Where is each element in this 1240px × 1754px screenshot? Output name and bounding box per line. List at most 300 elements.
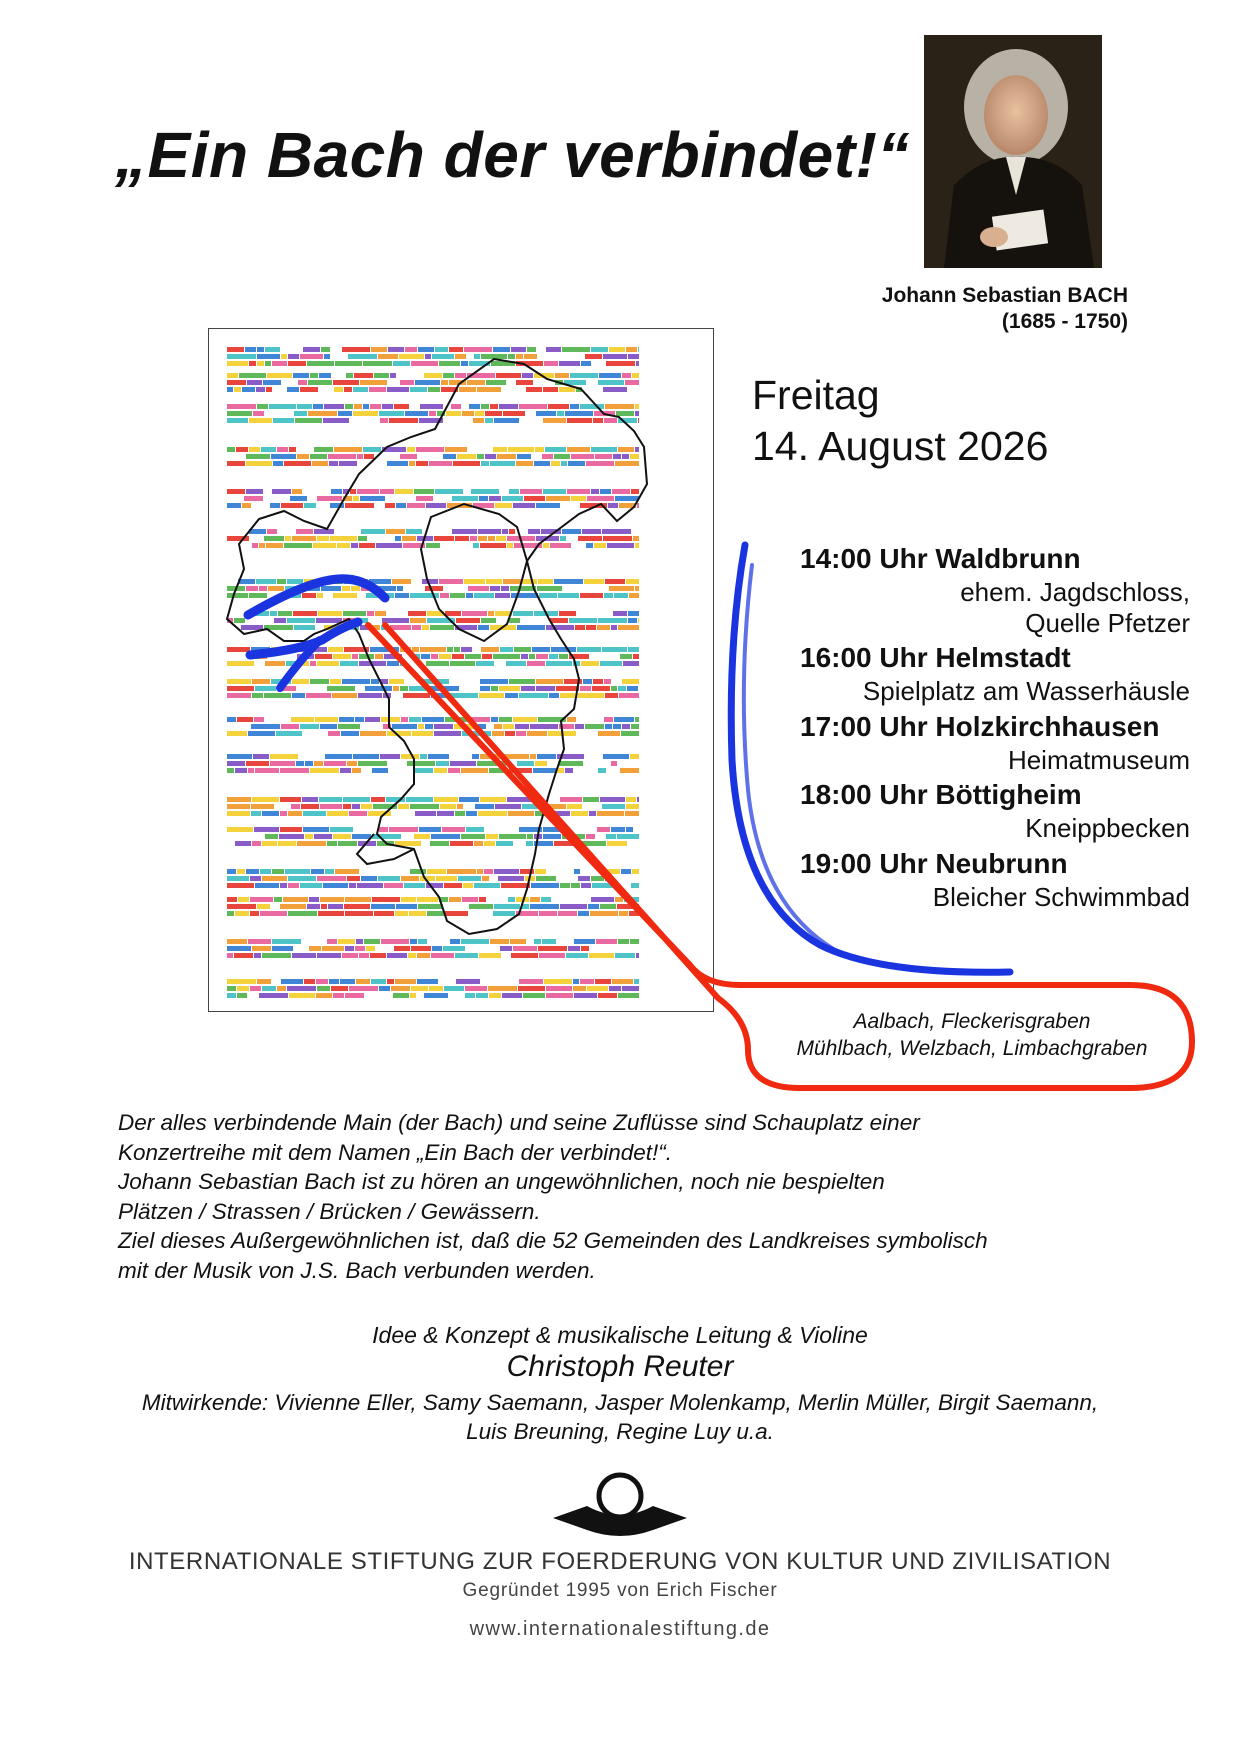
score-mark xyxy=(436,761,449,766)
score-mark xyxy=(567,804,582,809)
score-mark xyxy=(511,593,538,598)
score-mark xyxy=(469,404,480,409)
score-mark xyxy=(467,380,485,385)
score-mark xyxy=(300,724,319,729)
score-mark xyxy=(287,579,303,584)
score-mark xyxy=(277,686,296,691)
score-mark xyxy=(372,768,388,773)
score-mark xyxy=(284,461,311,466)
score-mark xyxy=(363,361,392,366)
score-mark xyxy=(268,586,284,591)
score-mark xyxy=(605,724,612,729)
score-mark xyxy=(400,647,411,652)
score-mark xyxy=(288,883,299,888)
schedule-time-holzkirchhausen: 17:00 Uhr Holzkirchhausen xyxy=(800,711,1160,742)
score-mark xyxy=(267,529,277,534)
score-mark xyxy=(227,979,256,984)
score-mark xyxy=(320,724,337,729)
score-mark xyxy=(496,536,506,541)
score-mark xyxy=(592,686,610,691)
score-mark xyxy=(490,586,500,591)
score-mark xyxy=(500,946,512,951)
score-mark xyxy=(434,768,447,773)
score-mark xyxy=(620,654,632,659)
score-mark xyxy=(392,579,411,584)
score-mark xyxy=(334,387,343,392)
score-mark xyxy=(528,529,540,534)
score-mark xyxy=(375,654,383,659)
score-mark xyxy=(455,953,478,958)
score-mark xyxy=(381,717,400,722)
score-mark xyxy=(571,496,586,501)
score-mark xyxy=(227,827,253,832)
score-mark xyxy=(559,361,580,366)
score-mark xyxy=(361,804,372,809)
score-mark xyxy=(628,354,639,359)
score-mark xyxy=(478,529,501,534)
score-mark xyxy=(317,876,346,881)
score-mark xyxy=(227,354,256,359)
score-mark xyxy=(440,804,456,809)
score-mark xyxy=(417,953,430,958)
score-mark xyxy=(252,946,271,951)
score-mark xyxy=(430,625,454,630)
score-mark xyxy=(249,593,267,598)
foundation-name: INTERNATIONALE STIFTUNG ZUR FOERDERUNG VON KULTUR UND ZIVILISATION xyxy=(128,1548,1112,1575)
score-mark xyxy=(585,354,602,359)
score-mark xyxy=(288,876,316,881)
score-mark xyxy=(272,946,293,951)
score-mark xyxy=(237,993,247,998)
score-mark xyxy=(420,647,446,652)
score-mark xyxy=(537,586,562,591)
score-mark xyxy=(489,496,501,501)
score-mark xyxy=(588,904,599,909)
score-mark xyxy=(353,387,368,392)
score-mark xyxy=(424,993,448,998)
score-mark xyxy=(373,586,396,591)
score-mark xyxy=(227,986,236,991)
score-mark xyxy=(330,679,341,684)
score-mark xyxy=(633,654,639,659)
score-mark xyxy=(521,654,528,659)
score-mark xyxy=(527,347,536,352)
score-mark xyxy=(291,717,314,722)
score-mark xyxy=(626,579,639,584)
score-mark xyxy=(465,993,475,998)
score-mark xyxy=(314,647,327,652)
score-mark xyxy=(567,447,590,452)
score-mark xyxy=(465,986,487,991)
score-mark xyxy=(393,686,399,691)
score-mark xyxy=(546,347,561,352)
score-mark xyxy=(248,768,254,773)
score-mark xyxy=(571,454,594,459)
score-mark xyxy=(565,768,573,773)
score-mark xyxy=(324,354,330,359)
score-mark xyxy=(511,953,538,958)
score-mark xyxy=(227,387,233,392)
score-mark xyxy=(600,661,622,666)
score-mark xyxy=(449,897,461,902)
score-mark xyxy=(288,911,317,916)
score-mark xyxy=(484,869,493,874)
score-mark xyxy=(314,761,323,766)
score-mark xyxy=(360,625,371,630)
score-mark xyxy=(568,946,580,951)
score-mark xyxy=(330,827,353,832)
score-mark xyxy=(276,731,302,736)
score-mark xyxy=(405,411,428,416)
score-mark xyxy=(502,496,523,501)
score-mark xyxy=(513,717,537,722)
score-mark xyxy=(272,869,284,874)
score-mark xyxy=(608,503,618,508)
score-mark xyxy=(455,373,466,378)
score-mark xyxy=(352,768,361,773)
score-mark xyxy=(506,661,526,666)
score-mark xyxy=(445,911,468,916)
score-mark xyxy=(481,618,496,623)
score-mark xyxy=(318,611,342,616)
score-mark xyxy=(252,611,269,616)
score-mark xyxy=(582,529,601,534)
score-mark xyxy=(411,654,420,659)
score-mark xyxy=(477,761,506,766)
score-mark xyxy=(567,717,576,722)
score-mark xyxy=(259,543,265,548)
score-mark xyxy=(490,939,509,944)
score-mark xyxy=(575,625,585,630)
score-mark xyxy=(394,404,409,409)
score-mark xyxy=(259,586,267,591)
score-mark xyxy=(597,625,610,630)
score-mark xyxy=(351,586,360,591)
score-mark xyxy=(265,661,285,666)
score-mark xyxy=(551,647,576,652)
score-mark xyxy=(546,986,572,991)
score-mark xyxy=(305,834,313,839)
composer-name: Johann Sebastian BACH xyxy=(881,284,1128,307)
score-mark xyxy=(321,347,330,352)
score-mark xyxy=(227,593,248,598)
score-mark xyxy=(387,953,407,958)
score-mark xyxy=(635,543,639,548)
score-mark xyxy=(316,618,342,623)
score-mark xyxy=(478,811,507,816)
score-mark xyxy=(466,827,484,832)
score-mark xyxy=(310,454,327,459)
score-mark xyxy=(257,347,264,352)
score-mark xyxy=(450,841,473,846)
score-mark xyxy=(227,904,256,909)
score-mark xyxy=(605,693,618,698)
score-mark xyxy=(249,447,260,452)
score-mark xyxy=(346,373,353,378)
score-mark xyxy=(429,461,452,466)
score-mark xyxy=(310,661,316,666)
score-mark xyxy=(477,454,484,459)
score-mark xyxy=(227,953,233,958)
score-mark xyxy=(357,883,383,888)
score-mark xyxy=(410,993,416,998)
score-mark xyxy=(305,761,313,766)
score-mark xyxy=(474,593,494,598)
score-mark xyxy=(618,447,634,452)
score-mark xyxy=(539,911,557,916)
score-mark xyxy=(339,717,354,722)
score-mark xyxy=(494,869,519,874)
score-mark xyxy=(452,654,464,659)
score-mark xyxy=(454,724,477,729)
score-mark xyxy=(484,841,495,846)
score-mark xyxy=(622,724,630,729)
score-mark xyxy=(360,618,368,623)
score-mark xyxy=(566,953,588,958)
score-mark xyxy=(333,834,351,839)
score-mark xyxy=(493,654,520,659)
score-mark xyxy=(430,841,449,846)
score-mark xyxy=(393,361,410,366)
score-mark xyxy=(253,411,264,416)
score-mark xyxy=(273,461,283,466)
streams-callout xyxy=(748,1008,1196,1100)
score-mark xyxy=(543,827,569,832)
score-mark xyxy=(270,611,277,616)
score-mark xyxy=(227,876,249,881)
score-mark xyxy=(544,361,558,366)
score-mark xyxy=(340,768,351,773)
score-mark xyxy=(318,911,344,916)
score-mark xyxy=(227,411,252,416)
score-mark xyxy=(432,354,454,359)
score-mark xyxy=(542,939,556,944)
score-mark xyxy=(611,827,625,832)
score-mark xyxy=(619,693,639,698)
score-mark xyxy=(480,797,506,802)
score-mark xyxy=(596,939,617,944)
score-mark xyxy=(465,654,481,659)
score-mark xyxy=(308,380,332,385)
streams-line-2: Mühlbach, Welzbach, Limbachgraben xyxy=(796,1037,1148,1060)
score-mark xyxy=(400,380,414,385)
score-mark xyxy=(480,686,490,691)
score-mark xyxy=(354,373,373,378)
score-mark xyxy=(379,411,404,416)
score-mark xyxy=(342,586,350,591)
score-mark xyxy=(387,979,394,984)
score-mark xyxy=(615,953,635,958)
score-mark xyxy=(631,883,639,888)
score-mark xyxy=(478,724,486,729)
score-mark xyxy=(317,986,330,991)
score-mark xyxy=(581,946,589,951)
score-mark xyxy=(283,897,308,902)
score-mark xyxy=(586,543,593,548)
score-mark xyxy=(581,883,591,888)
score-mark xyxy=(297,404,312,409)
score-mark xyxy=(591,447,617,452)
score-mark xyxy=(501,883,530,888)
score-mark xyxy=(272,361,287,366)
description-line: Konzertreihe mit dem Namen „Ein Bach der verbindet!“. xyxy=(118,1139,672,1165)
score-mark xyxy=(464,579,485,584)
score-mark xyxy=(392,724,417,729)
score-mark xyxy=(583,797,599,802)
score-mark xyxy=(317,496,342,501)
score-mark xyxy=(535,811,547,816)
score-mark xyxy=(285,869,310,874)
score-mark xyxy=(618,993,639,998)
score-mark xyxy=(503,579,521,584)
score-mark xyxy=(324,761,346,766)
score-mark xyxy=(252,841,261,846)
score-mark xyxy=(629,911,639,916)
score-mark xyxy=(295,418,322,423)
score-mark xyxy=(401,897,416,902)
score-mark xyxy=(578,536,602,541)
score-mark xyxy=(560,536,566,541)
score-mark xyxy=(357,454,363,459)
score-mark xyxy=(410,387,427,392)
score-mark xyxy=(338,411,352,416)
score-mark xyxy=(638,347,639,352)
score-mark xyxy=(371,797,385,802)
score-mark xyxy=(604,593,613,598)
score-mark xyxy=(371,679,379,684)
score-mark xyxy=(508,354,515,359)
score-mark xyxy=(466,593,473,598)
score-mark xyxy=(396,904,417,909)
score-mark xyxy=(286,661,301,666)
score-mark xyxy=(310,373,318,378)
score-mark xyxy=(611,761,617,766)
score-mark xyxy=(328,454,356,459)
score-mark xyxy=(304,579,333,584)
score-mark xyxy=(363,447,381,452)
score-mark xyxy=(486,834,498,839)
score-mark xyxy=(611,686,617,691)
score-mark xyxy=(331,986,348,991)
score-mark xyxy=(614,593,628,598)
score-mark xyxy=(626,827,633,832)
score-mark xyxy=(536,876,556,881)
score-mark xyxy=(499,834,526,839)
score-mark xyxy=(429,411,436,416)
score-mark xyxy=(280,883,287,888)
score-mark xyxy=(486,579,502,584)
score-mark xyxy=(539,593,557,598)
score-mark xyxy=(387,387,409,392)
score-mark xyxy=(535,761,547,766)
score-mark xyxy=(250,986,261,991)
score-mark xyxy=(409,461,415,466)
score-mark xyxy=(292,489,302,494)
score-mark xyxy=(518,986,545,991)
score-mark xyxy=(384,883,403,888)
score-mark xyxy=(352,834,371,839)
score-mark xyxy=(227,731,247,736)
score-mark xyxy=(473,543,479,548)
score-mark xyxy=(524,354,537,359)
score-mark xyxy=(412,731,433,736)
credits-role: Idee & Konzept & musikalische Leitung & Violine xyxy=(372,1322,868,1348)
score-mark xyxy=(554,454,570,459)
score-mark xyxy=(343,804,351,809)
score-mark xyxy=(432,946,442,951)
score-mark xyxy=(366,946,375,951)
score-mark xyxy=(412,647,419,652)
schedule-time-helmstadt: 16:00 Uhr Helmstadt xyxy=(800,642,1071,673)
score-mark xyxy=(468,586,489,591)
score-mark xyxy=(292,693,305,698)
score-mark xyxy=(481,404,489,409)
score-mark xyxy=(595,979,611,984)
score-mark xyxy=(302,593,316,598)
score-mark xyxy=(402,536,416,541)
score-mark xyxy=(550,543,571,548)
score-mark xyxy=(635,404,639,409)
score-mark xyxy=(573,979,579,984)
score-mark xyxy=(621,731,639,736)
score-mark xyxy=(586,625,596,630)
score-mark xyxy=(342,347,370,352)
score-mark xyxy=(227,418,248,423)
score-mark xyxy=(395,911,408,916)
score-mark xyxy=(266,543,283,548)
score-mark xyxy=(607,543,634,548)
score-mark xyxy=(426,503,446,508)
score-mark xyxy=(536,679,563,684)
score-mark xyxy=(227,347,244,352)
score-mark xyxy=(567,418,592,423)
score-mark xyxy=(306,693,331,698)
foundation-logo-icon xyxy=(553,1470,687,1543)
score-mark xyxy=(561,461,567,466)
score-mark xyxy=(436,876,457,881)
score-mark xyxy=(425,354,431,359)
score-mark xyxy=(578,911,589,916)
score-mark xyxy=(494,418,519,423)
score-mark xyxy=(626,804,639,809)
score-mark xyxy=(227,911,234,916)
score-mark xyxy=(371,904,395,909)
score-mark xyxy=(308,586,320,591)
score-mark xyxy=(387,461,408,466)
score-mark xyxy=(534,461,550,466)
score-mark xyxy=(440,593,449,598)
score-mark xyxy=(546,993,573,998)
score-mark xyxy=(234,953,253,958)
score-mark xyxy=(389,827,418,832)
score-mark xyxy=(603,387,627,392)
score-mark xyxy=(469,904,493,909)
score-mark xyxy=(620,768,639,773)
score-mark xyxy=(290,496,307,501)
score-mark xyxy=(321,904,327,909)
score-mark xyxy=(410,939,417,944)
score-mark xyxy=(390,625,411,630)
score-mark xyxy=(434,536,454,541)
score-mark xyxy=(625,380,639,385)
score-mark xyxy=(479,496,488,501)
score-mark xyxy=(293,373,309,378)
score-mark xyxy=(394,946,410,951)
score-mark xyxy=(397,586,403,591)
score-mark xyxy=(260,911,287,916)
score-mark xyxy=(307,361,334,366)
score-mark xyxy=(509,679,535,684)
